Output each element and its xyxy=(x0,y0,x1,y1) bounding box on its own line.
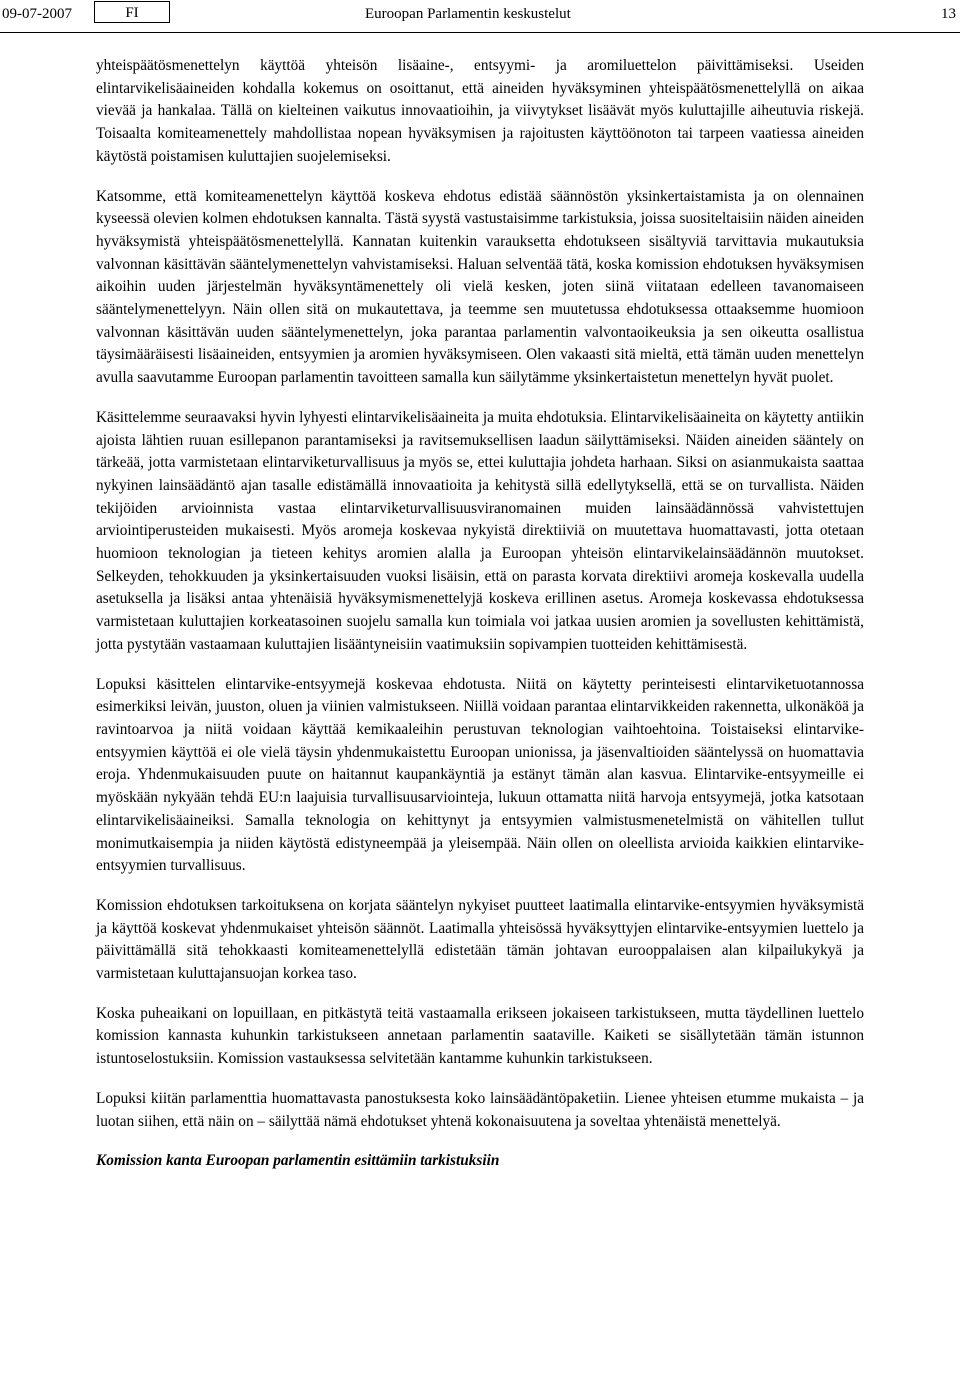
paragraph-4: Lopuksi käsittelen elintarvike-entsyymejä koskevaa ehdotusta. Niitä on käytetty perinteisesti elintarviketuotannossa esimerkiksi leivän, juuston, oluen ja viinien valmistukseen. Niillä voidaan parantaa elintarvikkeiden rakennetta, ulkonäköä ja ravintoarvoa ja niitä voidaan käyttää kemikaaleihin perustuvan teknologian vaihtoehtoina. Toistaiseksi elintarvike-entsyymien käyttöä ei ole vielä täysin yhdenmukaistettu Euroopan unionissa, ja jäsenvaltioiden sääntelyssä on huomattavia eroja. Yhdenmukaisuuden puute on haitannut kaupankäyntiä ja estänyt tämän alan kasvua. Elintarvike-entsyymeille ei myöskään nykyään tehdä EU:n laajuisia turvallisuusarviointeja, lukuun ottamatta niitä harvoja entsyymejä, jotka katsotaan elintarvikelisäaineiksi. Samalla teknologia on kehittynyt ja entsyymien valmistusmenetelmistä on vähitellen tullut monimutkaisempia ja niiden käytöstä edistyneempää ja yleisempää. Näin ollen on oleellista arvioida kaikkien elintarvike-entsyymien turvallisuus. xyxy=(96,675,864,875)
page-number: 13 xyxy=(941,6,956,22)
header-divider xyxy=(0,32,960,33)
paragraph-5: Komission ehdotuksen tarkoituksena on korjata sääntelyn nykyiset puutteet laatimalla elintarvike-entsyymien hyväksymistä ja käyttöä koskevat yhdenmukaiset yhteisön säännöt. Laatimalla yhteisössä hyväksyttyjen elintarvike-entsyymien luettelo ja päivittämällä sitä tehokkaasti komiteamenettelyllä edistetään tämän johtavan eurooppalaisen alan kilpailukykyä ja varmistetaan kuluttajansuojan korkea taso. xyxy=(96,896,864,983)
paragraph-6: Koska puheaikani on lopuillaan, en pitkästytä teitä vastaamalla erikseen jokaiseen tarkistukseen, mutta täydellinen luettelo komission kannasta kuhunkin tarkistukseen annetaan parlamentin saataville. Kaiketi se sisällytetään tämän istunnon istuntoselostuksiin. Komission vastauksessa selvitetään kantamme kuhunkin tarkistukseen. xyxy=(96,1004,864,1068)
document-title: Euroopan Parlamentin keskustelut xyxy=(365,6,571,22)
paragraph-1: yhteispäätösmenettelyn käyttöä yhteisön lisäaine-, entsyymi- ja aromiluettelon päivittämiseksi. Useiden elintarvikelisäaineiden kohdalla kokemus on osoittanut, että aineiden hyväksyminen yhteispäätösmenettelyllä on aikaa vievää ja hankalaa. Tällä on kielteinen vaikutus innovaatioihin, ja viivytykset lisäävät myös kuluttajille aiheutuvia riskejä. Toisaalta komiteamenettely mahdollistaa nopean hyväksymisen ja rajoitusten käyttöönoton tai tarpeen vaatiessa aineiden käytöstä poistamisen kuluttajien suojelemiseksi. xyxy=(96,57,864,165)
page-header xyxy=(0,0,960,28)
paragraph-3: Käsittelemme seuraavaksi hyvin lyhyesti elintarvikelisäaineita ja muita ehdotuksia. Elintarvikelisäaineita on käytetty antiikin ajoista lähtien ruuan esillepanon parantamiseksi ja ravitsemuksellisen laadun säilyttämiseksi. Näiden aineiden sääntely on tärkeää, jotta varmistetaan elintarviketurvallisuus ja myös se, ettei kuluttajia johdeta harhaan. Siksi on asianmukaista saattaa nykyinen lainsäädäntö ajan tasalle edistämällä innovaatioita ja kehitystä sillä edellytyksellä, että se on turvallista. Näiden tekijöiden arvioinnista vastaa elintarviketurvallisuusviranomainen muiden lainsäädännössä vahvistettujen arviointiperusteiden mukaisesti. Myös aromeja koskevaa nykyistä direktiiviä on muutettava huomattavasti, jotta otetaan huomioon teknologian ja tieteen kehitys aromien alalla ja Euroopan yhteisön elintarvikelainsäädännön muutokset. Selkeyden, tehokkuuden ja yksinkertaisuuden vuoksi lisäisin, että on parasta korvata direktiivi aromeja koskevalla uudella asetuksella ja lisäksi antaa yhtenäisiä hyväksymismenettelyjä koskeva erillinen asetus. Aromeja koskevassa ehdotuksessa varmistetaan kuluttajien korkeatasoinen suojelu samalla kun toimiala voi jatkaa uusien aromien ja sovellusten kehittämistä, jotta pystytään vastaamaan kuluttajien lisääntyneisiin vaatimuksiin sopivampien tuotteiden kehittämisestä. xyxy=(96,408,864,653)
section-heading: Komission kanta Euroopan parlamentin esittämiin tarkistuksiin xyxy=(96,1152,500,1170)
document-body xyxy=(96,55,864,1173)
paragraph-7: Lopuksi kiitän parlamenttia huomattavasta panostuksesta koko lainsäädäntöpaketiin. Lienee yhteisen etumme mukaista – ja luotan siihen, että näin on – säilyttää nämä ehdotukset yhtenä kokonaisuutena ja soveltaa yhtenäistä menettelyä. xyxy=(96,1089,864,1130)
language-badge: FI xyxy=(94,1,170,23)
paragraph-2: Katsomme, että komiteamenettelyn käyttöä koskeva ehdotus edistää säännöstön yksinkertaistamista ja on olennainen kyseessä olevien kolmen ehdotuksen kannalta. Tästä syystä vastustaisimme tarkistuksia, joissa suositeltaisiin näiden aineiden hyväksymistä yhteispäätösmenettelyllä. Kannatan kuitenkin varauksetta ehdotukseen sisältyviä tarvittavia mukautuksia valvonnan käsittävän sääntelymenettelyn vahvistamiseksi. Haluan selventää tätä, koska komission ehdotuksen hyväksymisen aikoihin uuden järjestelmän hyväksyntämenettely oli vielä kesken, joten siinä viitataan edelleen tavanomaiseen sääntelymenettelyyn. Näin ollen sitä on mukautettava, ja teemme sen muutetussa ehdotuksessa ottaaksemme huomioon valvonnan käsittävän uuden sääntelymenettelyn, joka parantaa parlamentin valvontaoikeuksia ja sen oikeutta osallistua täysimääräisesti lisäaineiden, entsyymien ja aromien hyväksymiseen. Olen vakaasti sitä mieltä, että tämän uuden menettelyn avulla saavutamme Euroopan parlamentin tavoitteen samalla kun säilytämme yksinkertaistetun menettelyn hyvät puolet. xyxy=(96,187,864,387)
header-date: 09-07-2007 xyxy=(2,6,72,22)
